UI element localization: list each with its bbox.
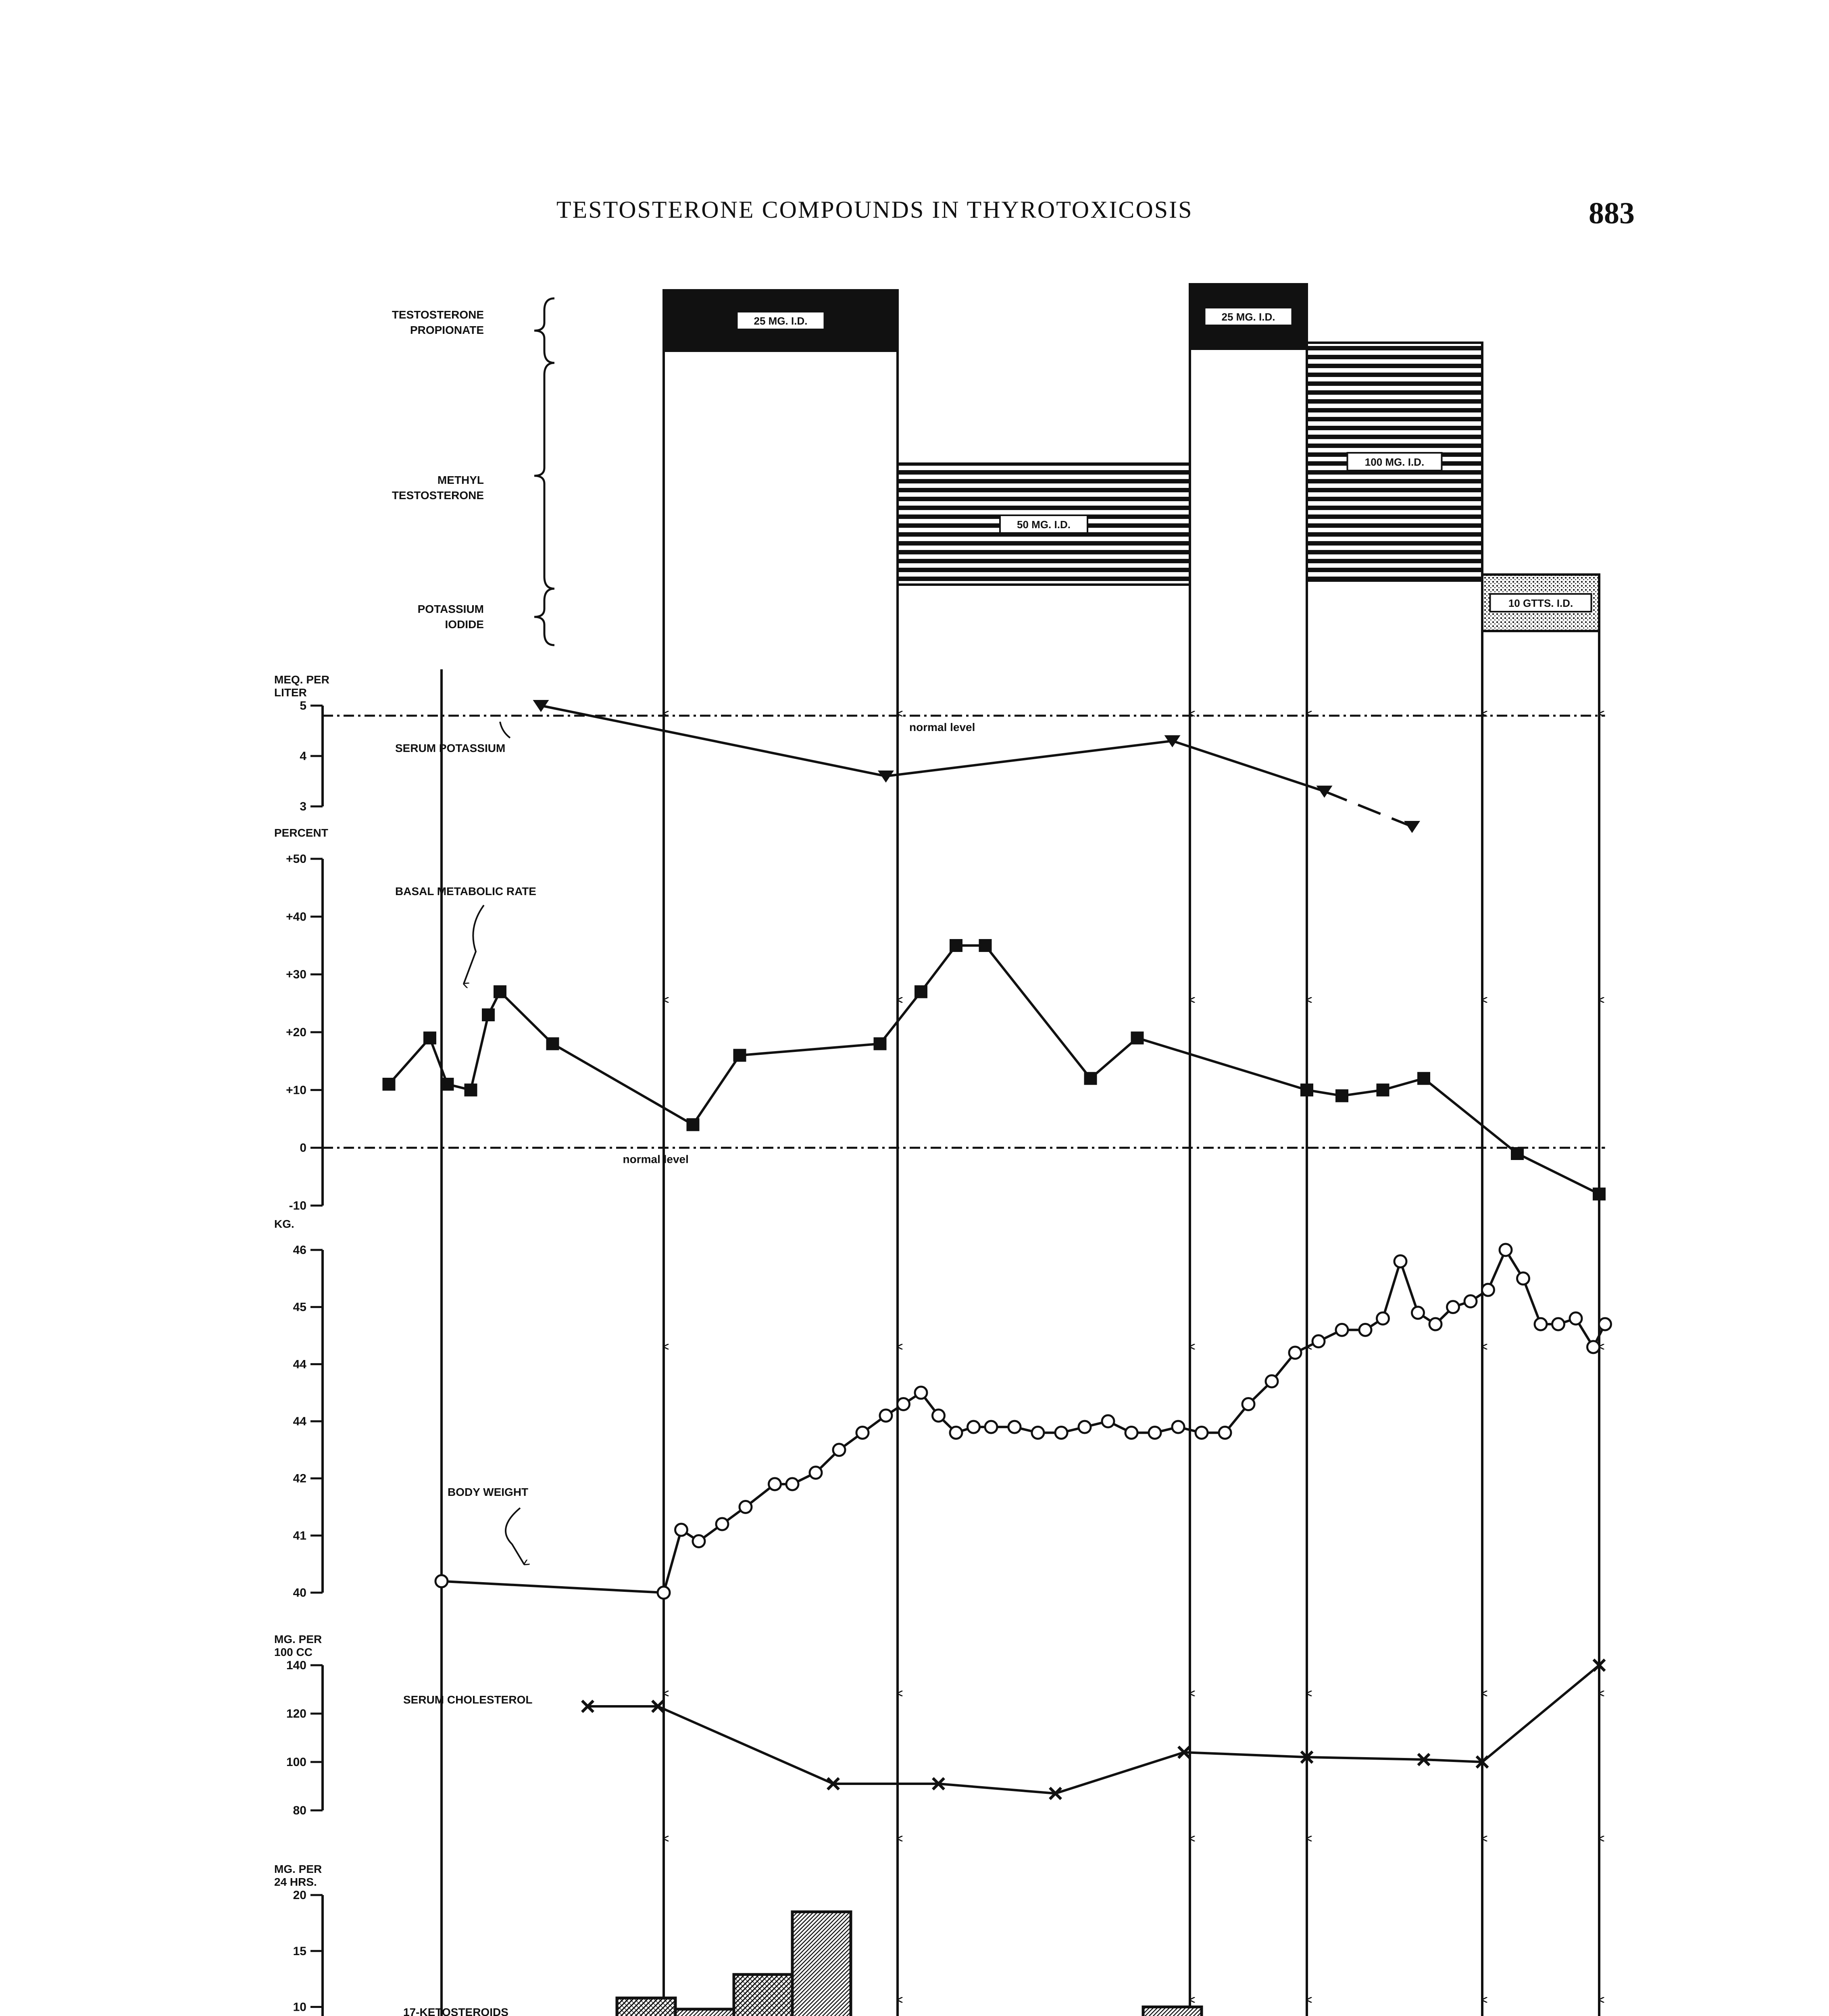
weight-point-8 [786,1478,798,1490]
weight-point-46 [1570,1312,1582,1325]
weight-point-13 [898,1398,910,1410]
drug-label-methyl-0: METHYL [437,474,484,486]
weight-point-34 [1359,1324,1371,1336]
weight-point-16 [950,1427,962,1439]
weight-point-29 [1242,1398,1254,1410]
treatment-bars [392,284,1599,669]
weight-point-27 [1196,1427,1208,1439]
weight-point-3 [675,1524,687,1536]
bmr-point-1 [383,1078,396,1091]
cholesterol-y-tick-label: 120 [286,1707,306,1720]
bmr-y-tick-label: +50 [286,852,306,866]
weight-point-42 [1500,1244,1512,1256]
ketosteroid-bar-7 [734,1974,792,2016]
weight-point-45 [1552,1318,1564,1330]
ketosteroids-y-tick-label: 20 [293,1889,306,1902]
ketosteroids-y-axis-label: MG. PER [274,1863,322,1875]
potassium-point-4 [1317,786,1333,798]
weight-point-48 [1599,1318,1611,1330]
potassium-y-tick-label: 3 [300,800,306,813]
weight-point-44 [1535,1318,1547,1330]
weight-y-tick-label: 40 [293,1586,306,1599]
weight-point-37 [1412,1307,1424,1319]
weight-pointer [506,1508,524,1564]
dose-label: 50 MG. I.D. [1017,519,1071,531]
weight-point-38 [1429,1318,1442,1330]
weight-point-12 [880,1410,892,1422]
weight-point-11 [856,1427,869,1439]
drug-label-methyl-1: TESTOSTERONE [392,489,484,502]
weight-y-tick-label: 41 [293,1529,306,1543]
weight-point-41 [1482,1284,1494,1296]
cholesterol-y-axis-label: MG. PER [274,1633,322,1645]
ketosteroids-y-tick-label: 10 [293,2000,306,2014]
bmr-point-16 [1300,1083,1313,1096]
weight-point-1 [435,1575,448,1587]
bmr-line [389,946,1600,1194]
weight-point-28 [1219,1427,1231,1439]
weight-point-33 [1336,1324,1348,1336]
weight-point-6 [740,1501,752,1513]
drug-label-testosterone-0: TESTOSTERONE [392,308,484,321]
weight-y-axis-label: KG. [274,1218,294,1230]
weight-point-14 [915,1387,927,1399]
potassium-point-5 [1404,821,1420,833]
potassium-y-axis-label: MEQ. PER [274,673,329,686]
ketosteroids-series-label: 17-KETOSTEROIDS [403,2006,508,2016]
potassium-normal-label: normal level [909,721,975,733]
drug-label-iodide-1: IODIDE [445,618,484,631]
weight-point-17 [968,1421,980,1433]
weight-point-10 [833,1444,845,1456]
bmr-point-8 [687,1118,700,1131]
weight-point-22 [1079,1421,1091,1433]
drug-label-testosterone-1: PROPIONATE [410,324,484,336]
bmr-point-9 [733,1049,746,1062]
treatment-block-3 [1190,284,1307,669]
weight-line [442,1250,1605,1593]
bmr-y-tick-label: +10 [286,1083,306,1097]
bmr-point-6 [494,985,506,998]
bmr-y-axis-label: PERCENT [274,827,328,839]
weight-point-30 [1266,1375,1278,1387]
bmr-point-17 [1335,1089,1348,1102]
weight-point-15 [933,1410,945,1422]
weight-point-7 [769,1478,781,1490]
panel-basal-metabolic-rate [274,827,1606,1212]
weight-point-31 [1289,1347,1301,1359]
drug-brace [534,589,554,645]
bmr-y-tick-label: -10 [289,1199,306,1212]
potassium-y-tick-label: 4 [300,750,306,763]
treatment-block-1 [664,290,898,669]
cholesterol-y-tick-label: 140 [286,1659,306,1672]
bmr-point-18 [1377,1083,1389,1096]
treatment-block-4 [1307,343,1482,669]
dose-label: 100 MG. I.D. [1364,456,1425,468]
cholesterol-y-tick-label: 80 [293,1804,306,1817]
weight-point-26 [1172,1421,1184,1433]
weight-point-21 [1055,1427,1067,1439]
cholesterol-line [588,1665,1600,1793]
dose-label: 10 GTTS. I.D. [1508,597,1573,609]
ketosteroid-bar-5 [617,1998,675,2016]
ketosteroid-bar-14 [1143,2007,1202,2016]
bmr-point-2 [423,1031,436,1044]
bmr-series-label: BASAL METABOLIC RATE [395,885,536,898]
bmr-point-3 [441,1078,454,1091]
drug-label-iodide-0: POTASSIUM [417,603,484,615]
bmr-y-tick-label: +40 [286,910,306,924]
bmr-point-19 [1417,1072,1430,1085]
bmr-normal-label: normal level [623,1153,689,1166]
dose-label: 25 MG. I.D. [754,315,808,327]
weight-point-9 [810,1467,822,1479]
ketosteroids-y-tick-label: 15 [293,1944,306,1958]
panel-serum-potassium [274,673,1605,833]
ketosteroids-y-axis-label: 24 HRS. [274,1876,317,1888]
potassium-line [541,706,1325,791]
weight-point-19 [1008,1421,1021,1433]
weight-point-43 [1517,1272,1529,1285]
weight-point-5 [716,1518,728,1530]
potassium-y-tick-label: 5 [300,699,306,712]
treatment-block-2 [898,464,1190,669]
weight-point-39 [1447,1301,1459,1313]
drug-brace [534,363,554,589]
bmr-pointer [464,905,484,984]
cholesterol-y-axis-label: 100 CC [274,1646,312,1658]
panel-serum-cholesterol [274,1633,1605,1817]
bmr-point-21 [1593,1187,1606,1200]
bmr-point-10 [874,1037,887,1050]
bmr-y-tick-label: +30 [286,968,306,981]
drug-brace [534,298,554,363]
cholesterol-y-tick-label: 100 [286,1756,306,1769]
bmr-point-20 [1511,1147,1524,1160]
weight-point-20 [1032,1427,1044,1439]
cholesterol-series-label: SERUM CHOLESTEROL [403,1693,533,1706]
weight-y-tick-label: 42 [293,1472,306,1485]
weight-point-40 [1464,1295,1477,1308]
bmr-point-12 [950,939,962,952]
potassium-line-dashed [1325,791,1412,827]
weight-y-tick-label: 44 [293,1358,306,1371]
weight-point-32 [1312,1335,1325,1347]
weight-point-18 [985,1421,997,1433]
weight-series-label: BODY WEIGHT [448,1486,529,1498]
period-arrows [442,669,1599,2016]
bmr-point-11 [914,985,927,998]
running-title: TESTOSTERONE COMPOUNDS IN THYROTOXICOSIS [556,196,1193,223]
bmr-point-5 [482,1008,495,1021]
bmr-y-tick-label: +20 [286,1026,306,1039]
weight-y-tick-label: 46 [293,1243,306,1257]
weight-point-24 [1125,1427,1137,1439]
panel-body-weight [274,1218,1611,1599]
weight-point-4 [693,1535,705,1547]
ketosteroid-bar-8 [792,1912,851,2016]
bmr-point-13 [979,939,992,952]
weight-point-25 [1149,1427,1161,1439]
bmr-point-7 [546,1037,559,1050]
weight-point-2 [658,1587,670,1599]
bmr-point-4 [465,1083,477,1096]
potassium-y-axis-label: LITER [274,686,307,699]
dose-label: 25 MG. I.D. [1221,311,1275,323]
ketosteroid-bar-6 [675,2009,734,2016]
bmr-y-tick-label: 0 [300,1141,306,1155]
treatment-block-5 [1482,575,1599,669]
panel-17-ketosteroids [274,1863,1599,2016]
page-number: 883 [1589,196,1635,230]
bmr-point-15 [1131,1031,1144,1044]
chart-panels [274,673,1611,2016]
weight-y-tick-label: 44 [293,1415,306,1428]
weight-y-tick-label: 45 [293,1300,306,1314]
weight-point-36 [1394,1255,1406,1267]
weight-point-35 [1377,1312,1389,1325]
weight-point-47 [1587,1341,1600,1353]
weight-point-23 [1102,1415,1114,1427]
potassium-pointer [500,722,510,738]
bmr-point-14 [1084,1072,1097,1085]
potassium-series-label: SERUM POTASSIUM [395,742,506,754]
